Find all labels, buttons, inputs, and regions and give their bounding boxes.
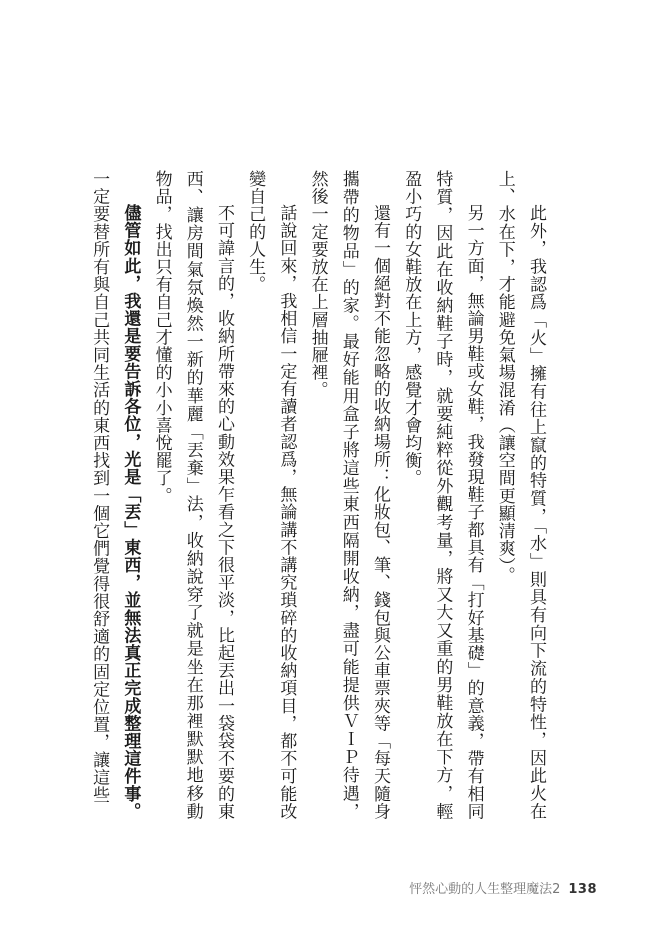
paragraph-daily-items: 還有一個絕對不能忽略的收納場所：化妝包、筆、錢包與公車票夾等「每天隨身攜帶的物品」的家。最好能用盒子將這些東西隔開收納，盡可能提供ＶＩＰ待遇，然後一定要放在上層抽屜裡。 (307, 170, 390, 820)
paragraph-conclusion (114, 170, 145, 820)
paragraph-storage-effect: 不可諱言的，收納所帶來的心動效果乍看之下很平淡，比起丟出一袋袋不要的東西、讓房間氣氛煥然一新的華麗「丟棄」法，收納說穿了就是坐在那裡默默地移動物品，找出只有自己才懂的小小喜悅罷了。 (151, 170, 234, 820)
page-number: 138 (568, 882, 597, 897)
paragraph-readers-doubt: 話說回來，我相信一定有讀者認爲，無論講不講究瑣碎的收納項目，都不可能改變自己的人生。 (245, 170, 297, 820)
emphasis-text: 儘管如此，我還是要告訴各位，光是「丟」東西，並無法真正完成整理這件事。 (120, 204, 141, 820)
paragraph-shoes: 另一方面，無論男鞋或女鞋，我發現鞋子都具有「打好基礎」的意義，帶有相同特質，因此在收納鞋子時，就要純粹從外觀考量，將又大又重的男鞋放在下方，輕盈小巧的女鞋放在上方，感覺才會均衡。 (401, 170, 484, 820)
paragraph-fire-water: 此外，我認爲「火」擁有往上竄的特質，「水」則具有向下流的特性，因此火在上、水在下，才能避免氣場混淆（讓空間更顯清爽）。 (494, 170, 546, 820)
book-title: 怦然心動的人生整理魔法2 (409, 882, 561, 897)
paragraph-continuation: 一定要替所有與自己共同生活的東西找到一個它們覺得很舒適的固定位置，讓這些 (89, 170, 110, 804)
page-footer (409, 878, 597, 897)
vertical-body-text (83, 170, 551, 820)
